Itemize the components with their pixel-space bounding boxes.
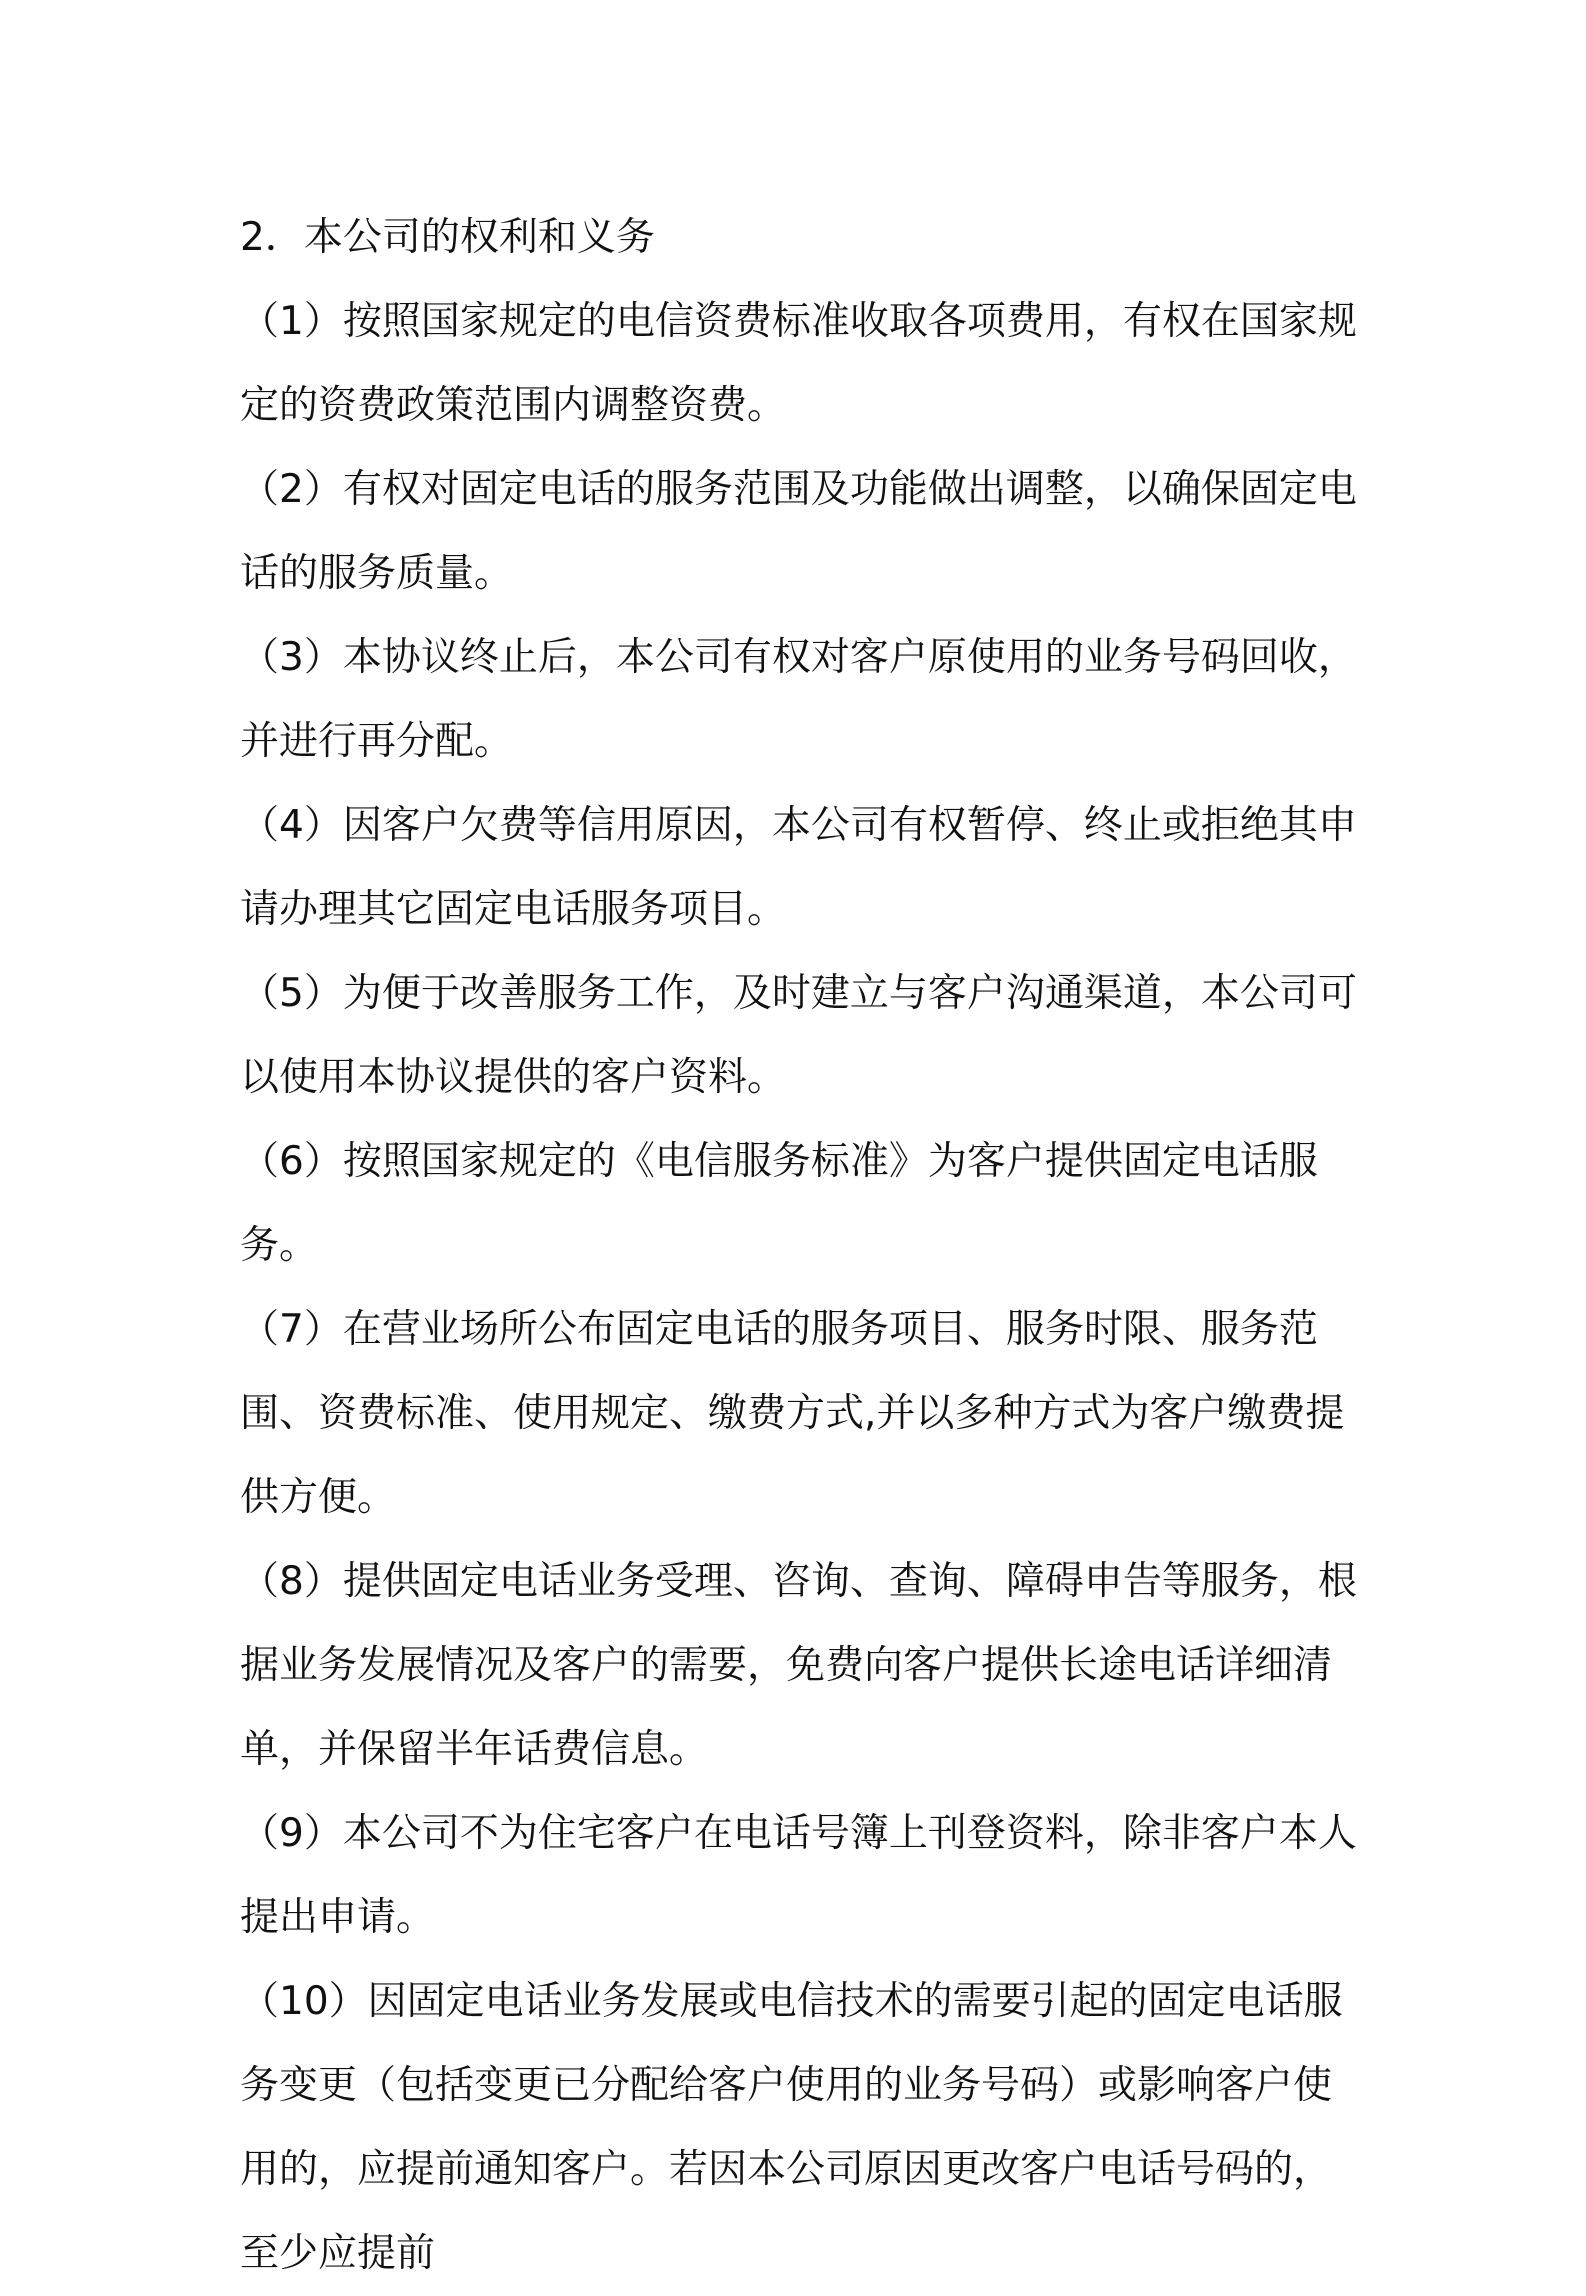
clause-text: 为便于改善服务工作，及时建立与客户沟通渠道，本公司可以使用本协议提供的客户资料。: [240, 971, 1357, 1100]
clause-text: 有权对固定电话的服务范围及功能做出调整，以确保固定电话的服务质量。: [240, 467, 1357, 596]
clause-number: （6）: [240, 1139, 343, 1184]
clause-number: （1）: [240, 299, 343, 344]
clause-text: 本公司不为住宅客户在电话号簿上刊登资料，除非客户本人提出申请。: [240, 1811, 1357, 1940]
clause-7: [240, 1288, 1360, 1540]
clause-text: 因固定电话业务发展或电信技术的需要引起的固定电话服务变更（包括变更已分配给客户使用的业务号码）或影响客户使用的，应提前通知客户。若因本公司原因更改客户电话号码的，至少应提前: [240, 1979, 1343, 2276]
clause-number: （4）: [240, 803, 343, 848]
section-title: 2．本公司的权利和义务: [240, 215, 655, 260]
clause-text: 在营业场所公布固定电话的服务项目、服务时限、服务范围、资费标准、使用规定、缴费方式,并以多种方式为客户缴费提供方便。: [240, 1307, 1345, 1520]
clause-number: （10）: [240, 1979, 368, 2024]
clause-text: 因客户欠费等信用原因，本公司有权暂停、终止或拒绝其申请办理其它固定电话服务项目。: [240, 803, 1357, 932]
clause-number: （5）: [240, 971, 343, 1016]
clause-number: （2）: [240, 467, 343, 512]
clause-9: [240, 1792, 1360, 1960]
document-page: [240, 196, 1360, 2296]
clause-number: （8）: [240, 1559, 343, 1604]
clause-text: 提供固定电话业务受理、咨询、查询、障碍申告等服务，根据业务发展情况及客户的需要，免费向客户提供长途电话详细清单，并保留半年话费信息。: [240, 1559, 1357, 1772]
clause-2: [240, 448, 1360, 616]
clause-6: [240, 1120, 1360, 1288]
clause-4: [240, 784, 1360, 952]
clause-number: （3）: [240, 635, 343, 680]
clause-text: 本协议终止后，本公司有权对客户原使用的业务号码回收，并进行再分配。: [240, 635, 1357, 764]
clause-8: [240, 1540, 1360, 1792]
clause-text: 按照国家规定的电信资费标准收取各项费用，有权在国家规定的资费政策范围内调整资费。: [240, 299, 1357, 428]
clause-10: [240, 1960, 1360, 2296]
clause-number: （9）: [240, 1811, 343, 1856]
clause-5: [240, 952, 1360, 1120]
clause-text: 按照国家规定的《电信服务标准》为客户提供固定电话服务。: [240, 1139, 1318, 1268]
clause-3: [240, 616, 1360, 784]
clause-number: （7）: [240, 1307, 343, 1352]
clause-1: [240, 280, 1360, 448]
